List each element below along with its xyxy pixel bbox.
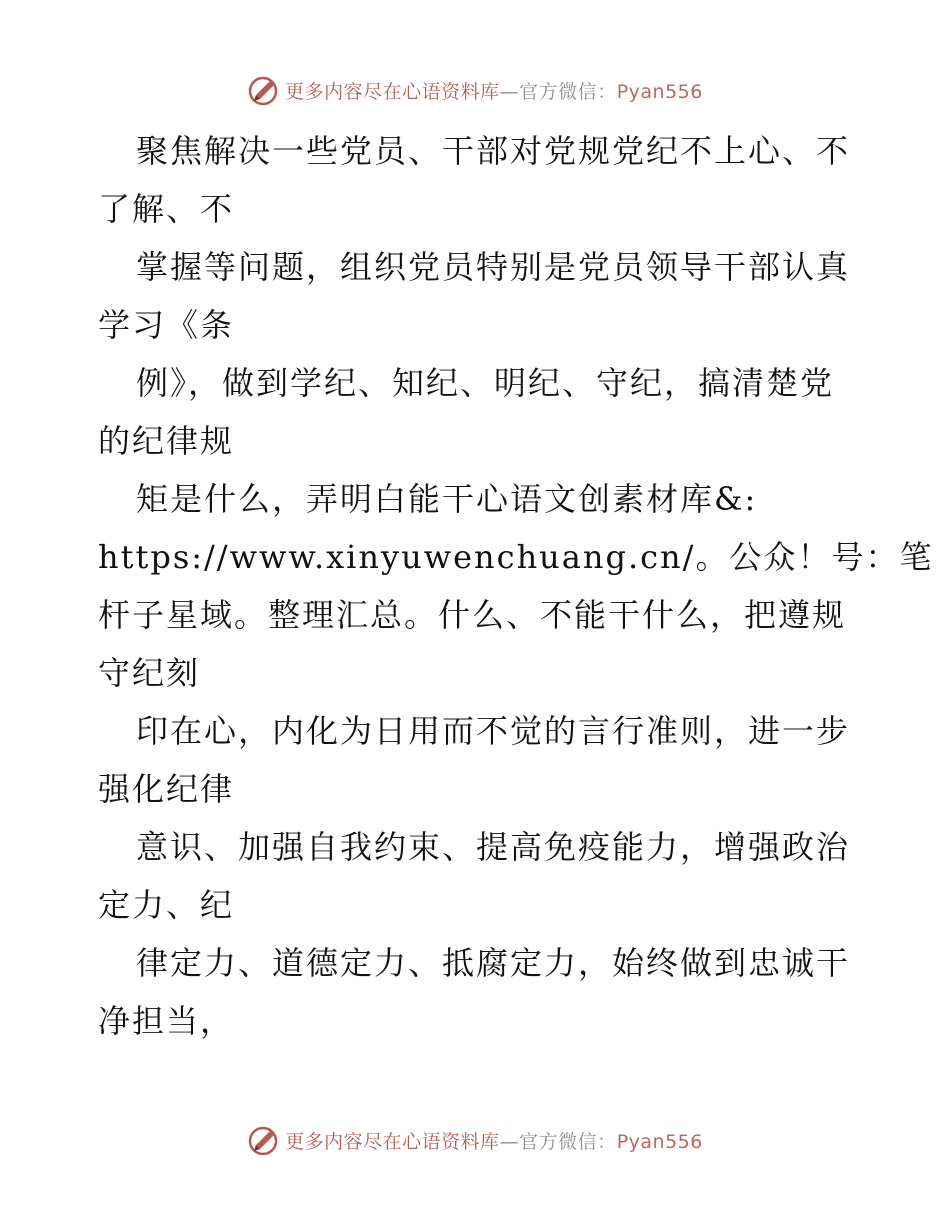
text-line: 杆子星域。整理汇总。什么、不能干什么，把遵规: [98, 596, 847, 634]
banner-prefix: 更多内容尽在心语资料库: [285, 80, 500, 103]
text-line: 例》，做到学纪、知纪、明纪、守纪，搞清楚党: [136, 364, 835, 402]
text-line: 意识、加强自我约束、提高免疫能力，增强政治: [136, 828, 851, 866]
text-line: 聚焦解决一些党员、干部对党规党纪不上心、不: [136, 132, 851, 170]
banner-wechat-id: Pyan556: [616, 1130, 703, 1153]
banner-wechat-id: Pyan556: [616, 80, 703, 103]
text-line: 学习《条: [98, 306, 235, 344]
text-line: 强化纪律: [98, 770, 235, 808]
text-line: 了解、不: [98, 190, 235, 228]
banner-dash: —: [499, 1130, 520, 1153]
text-line: 的纪律规: [98, 422, 235, 460]
header-banner: [0, 70, 950, 110]
text-line: 律定力、道德定力、抵腐定力，始终做到忠诚干: [136, 944, 851, 982]
text-line: 矩是什么，弄明白能干心语文创素材库&:: [136, 480, 758, 518]
text-line: 定力、纪: [98, 886, 235, 924]
banner-wechat-label: 官方微信：: [519, 1130, 617, 1153]
banner-text: [285, 77, 703, 104]
banner-dash: —: [499, 80, 520, 103]
text-line: 守纪刻: [98, 654, 201, 692]
text-line: 印在心，内化为日用而不觉的言行准则，进一步: [136, 712, 851, 750]
text-line: https://www.xinyuwenchuang.cn/。公众！号：笔: [98, 538, 934, 576]
pen-logo-icon: [247, 73, 281, 107]
footer-banner: [0, 1120, 950, 1160]
banner-text: [285, 1127, 703, 1154]
banner-prefix: 更多内容尽在心语资料库: [285, 1130, 500, 1153]
document-body: [98, 122, 934, 1050]
banner-wechat-label: 官方微信：: [519, 80, 617, 103]
pen-logo-icon: [247, 1123, 281, 1157]
text-line: 净担当，: [98, 1002, 235, 1040]
text-line: 掌握等问题，组织党员特别是党员领导干部认真: [136, 248, 851, 286]
